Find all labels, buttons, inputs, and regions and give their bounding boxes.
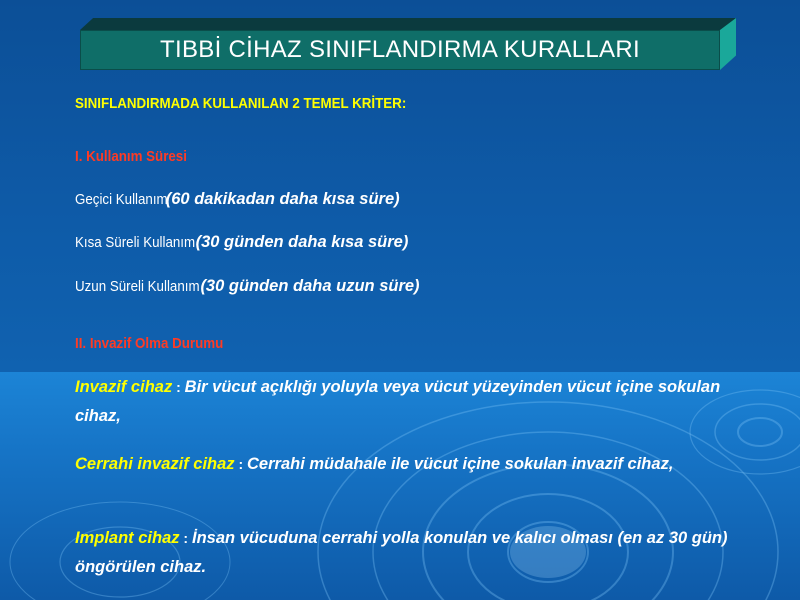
definition-term: Cerrahi invazif cihaz (75, 455, 235, 473)
usage-item-label: Uzun Süreli Kullanım (75, 279, 200, 295)
definition-surgical-invasive-device (75, 450, 755, 479)
usage-item-desc: (30 günden daha kısa süre) (195, 233, 409, 251)
definition-text: Cerrahi müdahale ile vücut içine sokulan invazif cihaz, (247, 455, 674, 473)
usage-item-label: Geçici Kullanım (75, 192, 168, 208)
slide-title: TIBBİ CİHAZ SINIFLANDIRMA KURALLARI (80, 30, 720, 70)
section1-heading: I. Kullanım Süresi (75, 149, 187, 165)
definition-term: Invazif cihaz (75, 378, 173, 396)
title-bevel-top (80, 18, 736, 30)
usage-item-long-term (75, 277, 420, 296)
definition-colon: : (234, 456, 248, 472)
definition-colon: : (179, 530, 192, 546)
section2-heading: II. Invazif Olma Durumu (75, 336, 224, 352)
definition-text: Bir vücut açıklığı yoluyla veya vücut yüzeyinden vücut içine sokulan cihaz, (75, 378, 721, 425)
usage-item-short-term (75, 233, 408, 252)
criteria-heading: SINIFLANDIRMADA KULLANILAN 2 TEMEL KRİTER: (75, 96, 407, 112)
usage-item-label: Kısa Süreli Kullanım (75, 235, 196, 251)
usage-item-temporary (75, 190, 400, 209)
definition-implant-device (75, 524, 755, 582)
title-bar (80, 18, 736, 70)
definition-invasive-device (75, 373, 755, 431)
usage-item-desc: (60 dakikadan daha kısa süre) (165, 190, 400, 208)
usage-item-desc: (30 günden daha uzun süre) (200, 277, 420, 295)
definition-colon: : (172, 379, 185, 395)
definition-text: İnsan vücuduna cerrahi yolla konulan ve kalıcı olması (en az 30 gün) öngörülen cihaz. (75, 529, 728, 576)
definition-term: Implant cihaz (75, 529, 180, 547)
